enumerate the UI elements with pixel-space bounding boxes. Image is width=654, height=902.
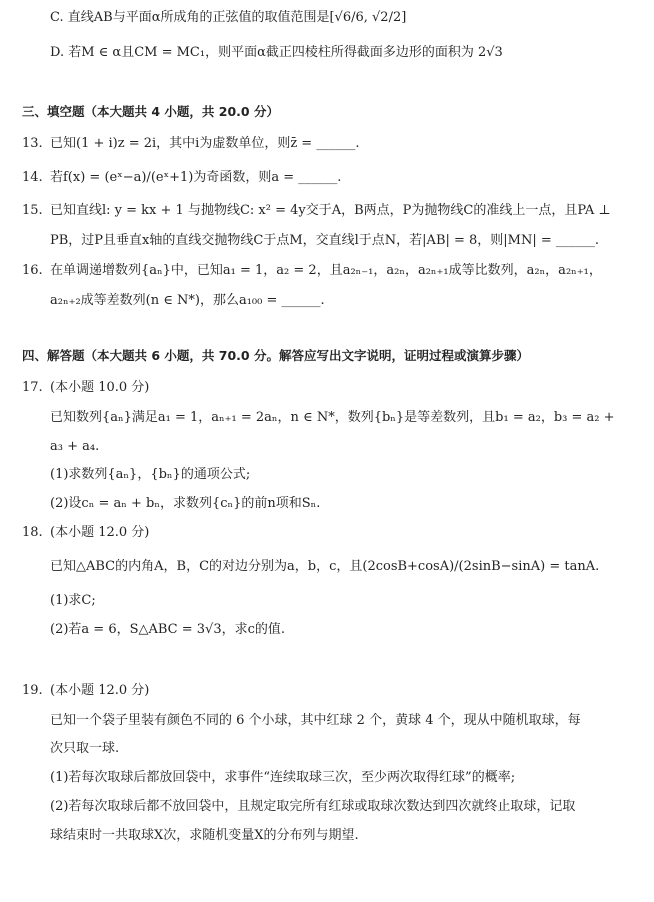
q16-line2: a₂ₙ₊₂成等差数列(n ∈ N*)，那么a₁₀₀ = ______.: [50, 293, 325, 308]
q15-line1: 已知直线l: y = kx + 1 与抛物线C: x² = 4y交于A，B两点，P为抛物线C的准线上一点，且PA ⊥: [50, 203, 611, 218]
q14-number: 14.: [22, 170, 43, 185]
q17-number: 17.: [22, 380, 43, 395]
q17-part1: (1)求数列{aₙ}，{bₙ}的通项公式;: [50, 467, 251, 482]
q16-number: 16.: [22, 263, 43, 278]
q18-score: (本小题 12.0 分): [50, 525, 150, 540]
q14-text: 若f(x) = (eˣ−a)/(eˣ+1)为奇函数，则a = ______.: [50, 170, 342, 185]
q15-line2: PB，过P且垂直x轴的直线交抛物线C于点M，交直线l于点N，若|AB| = 8，则|MN| = ______.: [50, 233, 600, 248]
q18-part2: (2)若a = 6，S△ABC = 3√3，求c的值.: [50, 622, 286, 637]
section-4-title: 四、解答题（本大题共 6 小题，共 70.0 分。解答应写出文字说明，证明过程或演算步骤）: [22, 348, 529, 363]
q19-score: (本小题 12.0 分): [50, 683, 150, 698]
q18-number: 18.: [22, 525, 43, 540]
q17-line2: a₃ + a₄.: [50, 439, 100, 454]
q13-number: 13.: [22, 136, 43, 151]
q13-text: 已知(1 + i)z = 2i，其中i为虚数单位，则z̄ = ______.: [50, 136, 360, 151]
q17-line1: 已知数列{aₙ}满足a₁ = 1，aₙ₊₁ = 2aₙ，n ∈ N*，数列{bₙ}是等差数列，且b₁ = a₂，b₃ = a₂ +: [50, 410, 615, 425]
q17-score: (本小题 10.0 分): [50, 380, 150, 395]
q18-part1: (1)求C;: [50, 593, 96, 608]
q16-line1: 在单调递增数列{aₙ}中，已知a₁ = 1，a₂ = 2，且a₂ₙ₋₁，a₂ₙ，a₂ₙ₊₁成等比数列，a₂ₙ，a₂ₙ₊₁，: [50, 263, 602, 278]
q19-line1: 已知一个袋子里装有颜色不同的 6 个小球，其中红球 2 个，黄球 4 个，现从中随机取球，每: [50, 713, 581, 728]
q19-part2: (2)若每次取球后都不放回袋中，且规定取完所有红球或取球次数达到四次就终止取球，记取: [50, 799, 576, 814]
q17-part2: (2)设cₙ = aₙ + bₙ，求数列{cₙ}的前n项和Sₙ.: [50, 496, 321, 511]
section-3-title: 三、填空题（本大题共 4 小题，共 20.0 分）: [22, 104, 279, 119]
q18-line1: 已知△ABC的内角A，B，C的对边分别为a，b，c，且(2cosB+cosA)/(2sinB−sinA) = tanA.: [50, 559, 600, 574]
q19-line2: 次只取一球.: [50, 741, 120, 756]
q19-part3: 球结束时一共取球X次，求随机变量X的分布列与期望.: [50, 828, 359, 843]
q15-number: 15.: [22, 203, 43, 218]
q19-number: 19.: [22, 683, 43, 698]
option-c: C. 直线AB与平面α所成角的正弦值的取值范围是[√6/6, √2/2]: [50, 10, 407, 25]
q19-part1: (1)若每次取球后都放回袋中，求事件“连续取球三次，至少两次取得红球”的概率;: [50, 770, 516, 785]
option-d: D. 若M ∈ α且CM = MC₁，则平面α截正四棱柱所得截面多边形的面积为 2√3: [50, 45, 503, 60]
